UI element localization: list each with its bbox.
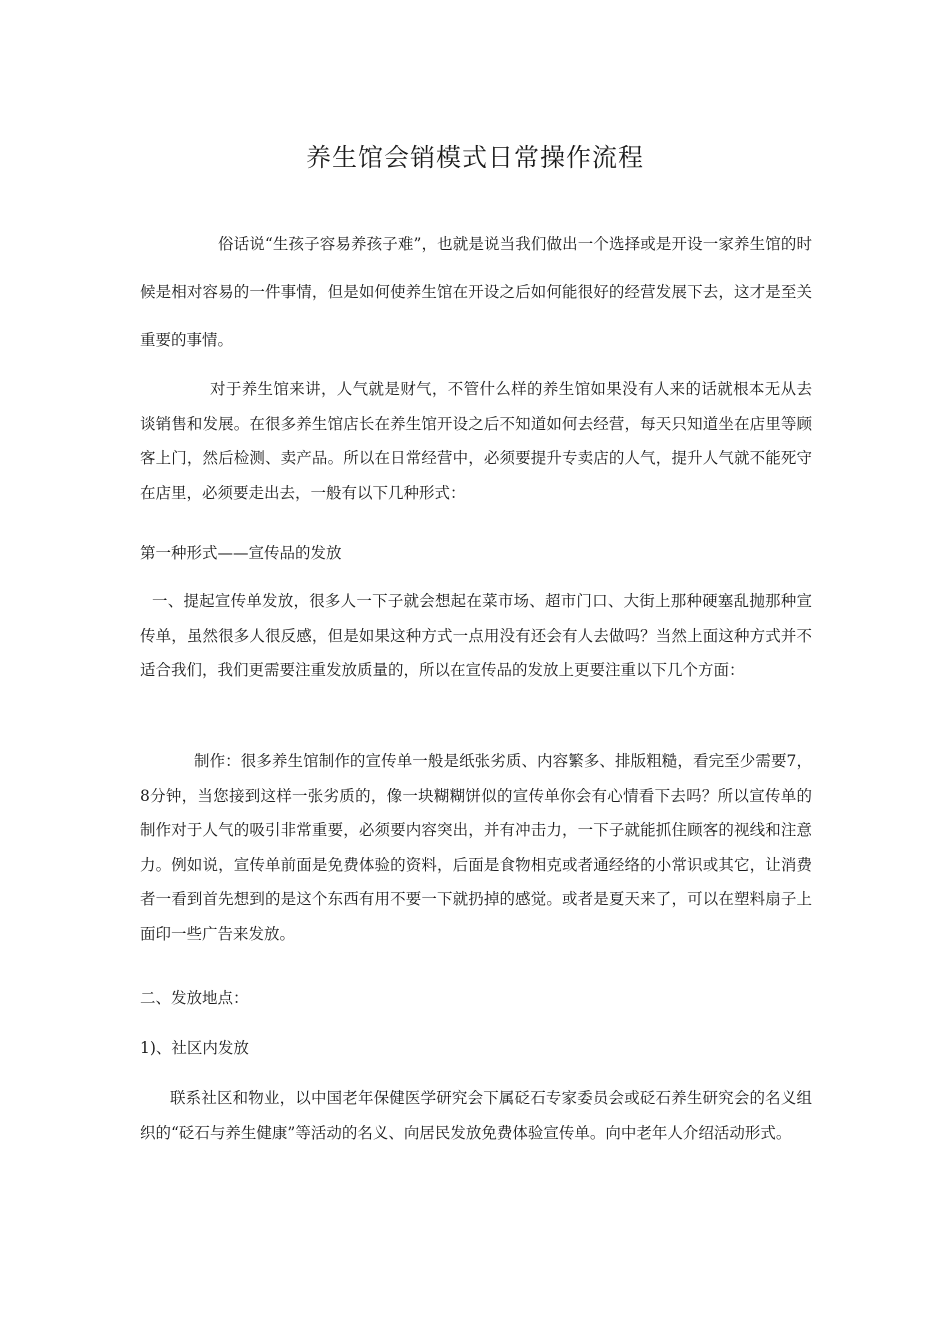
paragraph-flyer-distribution: 一、提起宣传单发放，很多人一下子就会想起在菜市场、超市门口、大街上那种硬塞乱抛那种宣传单，虽然很多人很反感，但是如果这种方式一点用没有还会有人去做吗？当然上面这种方式并不适合我们，我们更需要注重发放质量的，所以在宣传品的发放上更要注重以下几个方面： — [140, 592, 812, 679]
document-title: 养生馆会销模式日常操作流程 — [305, 143, 644, 172]
paragraph-intro: 俗话说“生孩子容易养孩子难”，也就是说当我们做出一个选择或是开设一家养生馆的时候是相对容易的一件事情，但是如何使养生馆在开设之后如何能很好的经营发展下去，这才是至关重要的事情。 — [140, 235, 812, 349]
section-heading-first-form: 第一种形式——宣传品的发放 — [140, 544, 342, 562]
paragraph-popularity: 对于养生馆来讲，人气就是财气，不管什么样的养生馆如果没有人来的话就根本无从去谈销售和发展。在很多养生馆店长在养生馆开设之后不知道如何去经营，每天只知道坐在店里等顾客上门，然后检测、卖产品。所以在日常经营中，必须要提升专卖店的人气，提升人气就不能死守在店里，必须要走出去，一般有以下几种形式： — [140, 380, 812, 502]
paragraph-community-distribution: 联系社区和物业，以中国老年保健医学研究会下属砭石专家委员会或砭石养生研究会的名义组织的“砭石与养生健康”等活动的名义、向居民发放免费体验宣传单。向中老年人介绍活动形式。 — [140, 1089, 812, 1142]
paragraph-flyer-production: 制作：很多养生馆制作的宣传单一般是纸张劣质、内容繁多、排版粗糙，看完至少需要7，8分钟，当您接到这样一张劣质的，像一块糊糊饼似的宣传单你会有心情看下去吗？所以宣传单的制作对于人气的吸引非常重要，必须要内容突出，并有冲击力，一下子就能抓住顾客的视线和注意力。例如说，宣传单前面是免费体验的资料，后面是食物相克或者通经络的小常识或其它，让消费者一看到首先想到的是这个东西有用不要一下就扔掉的感觉。或者是夏天来了，可以在塑料扇子上面印一些广告来发放。 — [140, 752, 812, 943]
section-heading-locations: 二、发放地点： — [140, 989, 249, 1007]
subsection-heading-community: 1)、社区内发放 — [140, 1039, 249, 1057]
